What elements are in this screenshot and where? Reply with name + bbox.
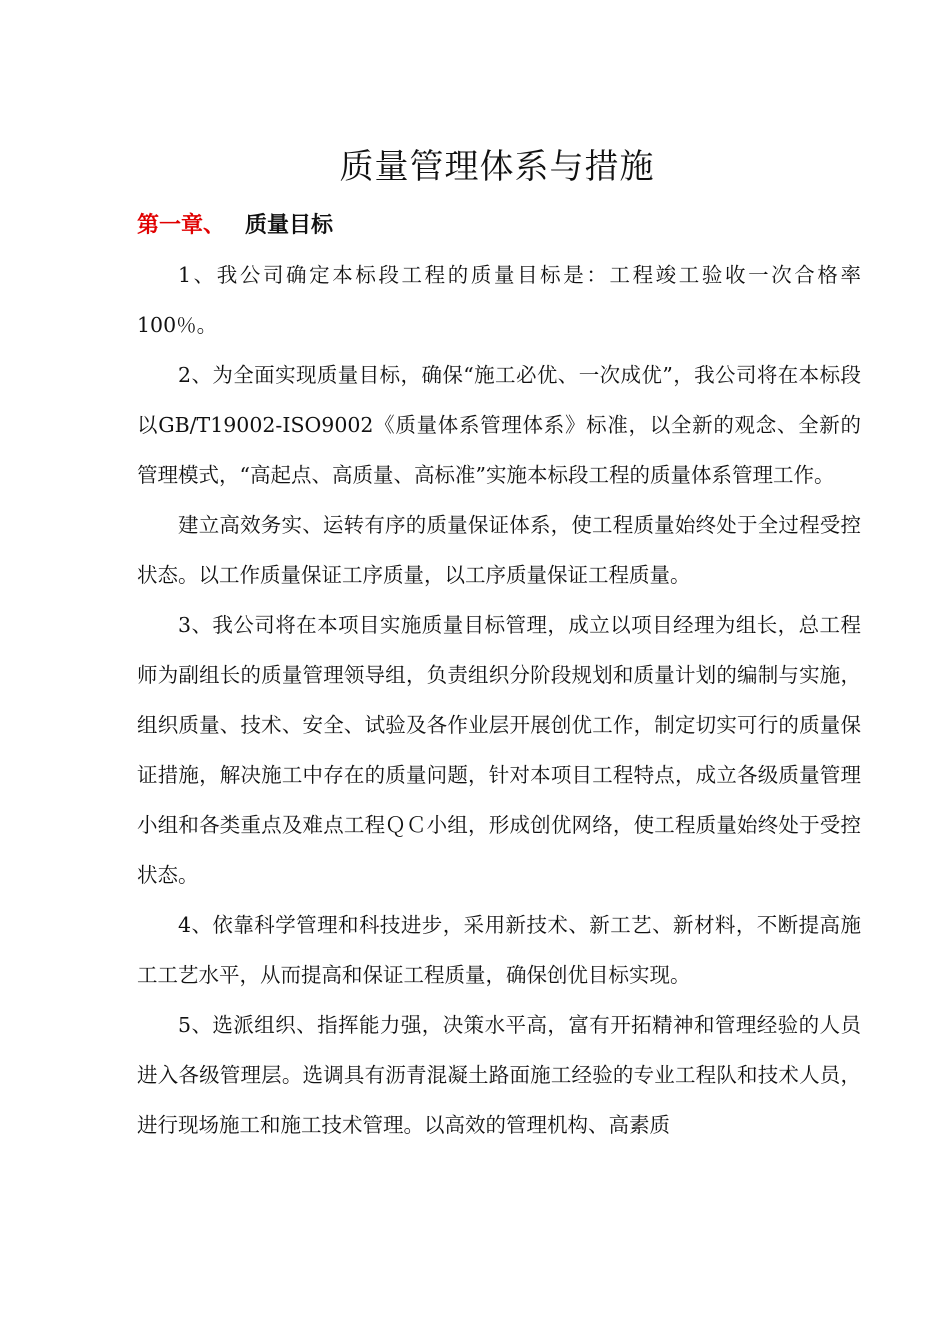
document-title: 质量管理体系与措施 (339, 147, 655, 187)
chapter-number: 第一章、 (137, 213, 226, 238)
chapter-heading (137, 208, 333, 244)
paragraph-quality-system-standard: 2、为全面实现质量目标，确保“施工必优、一次成优”，我公司将在本标段以GB/T19002-ISO9002《质量体系管理体系》标准，以全新的观念、全新的管理模式，“高起点、高质量、高标准”实施本标段工程的质量体系管理工作。 (137, 363, 861, 487)
paragraph-quality-target: 1、我公司确定本标段工程的质量目标是：工程竣工验收一次合格率100％。 (137, 263, 861, 337)
paragraph-quality-assurance-system: 建立高效务实、运转有序的质量保证体系，使工程质量始终处于全过程受控状态。以工作质量保证工序质量，以工序质量保证工程质量。 (137, 513, 861, 587)
document-body (137, 250, 861, 1150)
paragraph-personnel-selection: 5、选派组织、指挥能力强，决策水平高，富有开拓精神和管理经验的人员进入各级管理层。选调具有沥青混凝土路面施工经验的专业工程队和技术人员，进行现场施工和施工技术管理。以高效的管理机构、高素质 (137, 1013, 861, 1137)
paragraph-technology-progress: 4、依靠科学管理和科技进步，采用新技术、新工艺、新材料，不断提高施工工艺水平，从而提高和保证工程质量，确保创优目标实现。 (137, 913, 861, 987)
paragraph-quality-management-group: 3、我公司将在本项目实施质量目标管理，成立以项目经理为组长，总工程师为副组长的质量管理领导组，负责组织分阶段规划和质量计划的编制与实施，组织质量、技术、安全、试验及各作业层开展创优工作，制定切实可行的质量保证措施，解决施工中存在的质量问题，针对本项目工程特点，成立各级质量管理小组和各类重点及难点工程ＱＣ小组，形成创优网络，使工程质量始终处于受控状态。 (137, 613, 861, 887)
chapter-title: 质量目标 (245, 213, 334, 238)
